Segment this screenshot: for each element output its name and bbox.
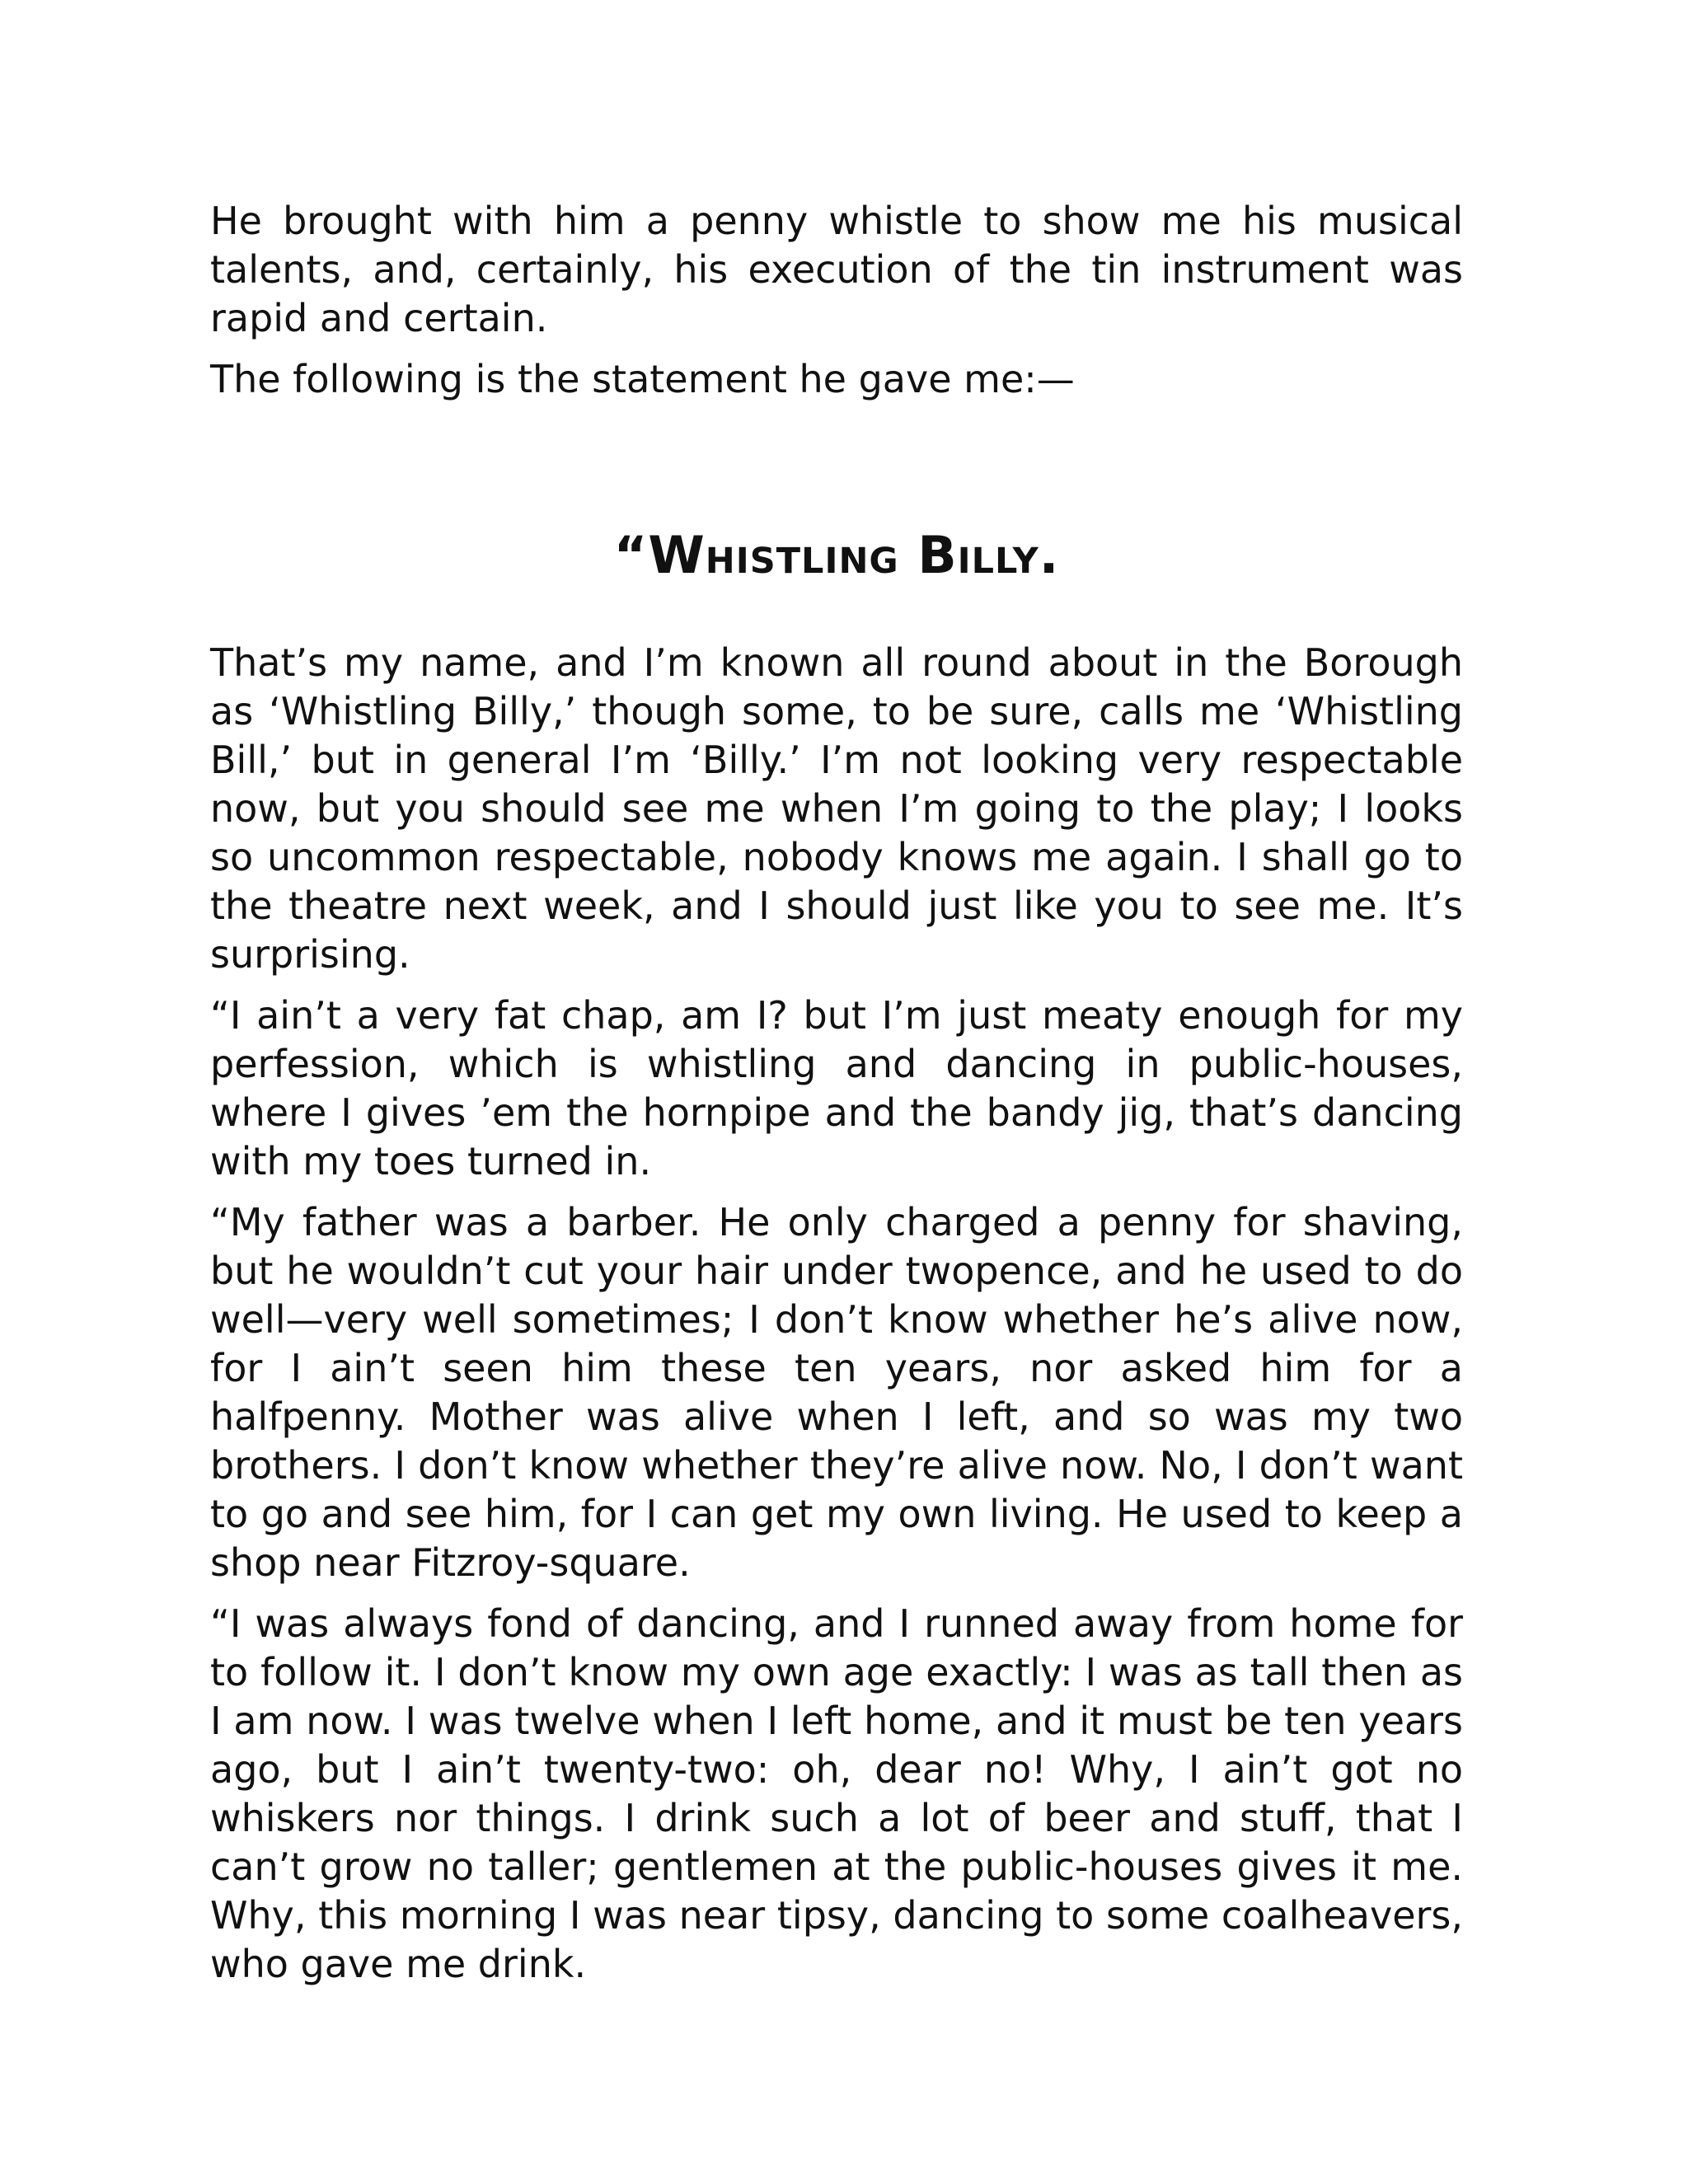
statement-paragraph: “I ain’t a very fat chap, am I? but I’m just meaty enough for my perfession, which is whistling and dancing in public-houses, where I gives ’em the hornpipe and the bandy jig, that’s dancing with my toes turned in.: [210, 993, 1463, 1183]
statement-section: [210, 639, 1463, 1989]
intro-section: [210, 197, 1463, 404]
intro-paragraph: The following is the statement he gave me:—: [210, 357, 1075, 401]
statement-paragraph: “I was always fond of dancing, and I runned away from home for to follow it. I don’t know my own age exactly: I was as tall then as I am now. I was twelve when I left home, and it must be ten years ago, but I ain’t twenty-two: oh, dear no! Why, I ain’t got no whiskers nor things. I drink such a lot of beer and stuff, that I can’t grow no taller; gentlemen at the public-houses gives it me. Why, this morning I was near tipsy, dancing to some coalheavers, who gave me drink.: [210, 1601, 1463, 1986]
section-heading: “Whistling Billy.: [613, 525, 1060, 585]
heading-section: [210, 523, 1463, 588]
intro-paragraph: He brought with him a penny whistle to show me his musical talents, and, certainly, his execution of the tin instrument was rapid and certain.: [210, 199, 1463, 340]
statement-paragraph: “My father was a barber. He only charged a penny for shaving, but he wouldn’t cut your hair under twopence, and he used to do well—very well sometimes; I don’t know whether he’s alive now, for I ain’t seen him these ten years, nor asked him for a halfpenny. Mother was alive when I left, and so was my two brothers. I don’t know whether they’re alive now. No, I don’t want to go and see him, for I can get my own living. He used to keep a shop near Fitzroy-square.: [210, 1200, 1463, 1585]
statement-paragraph: That’s my name, and I’m known all round about in the Borough as ‘Whistling Billy,’ though some, to be sure, calls me ‘Whistling Bill,’ but in general I’m ‘Billy.’ I’m not looking very respectable now, but you should see me when I’m going to the play; I looks so uncommon respectable, nobody knows me again. I shall go to the theatre next week, and I should just like you to see me. It’s surprising.: [210, 640, 1463, 977]
